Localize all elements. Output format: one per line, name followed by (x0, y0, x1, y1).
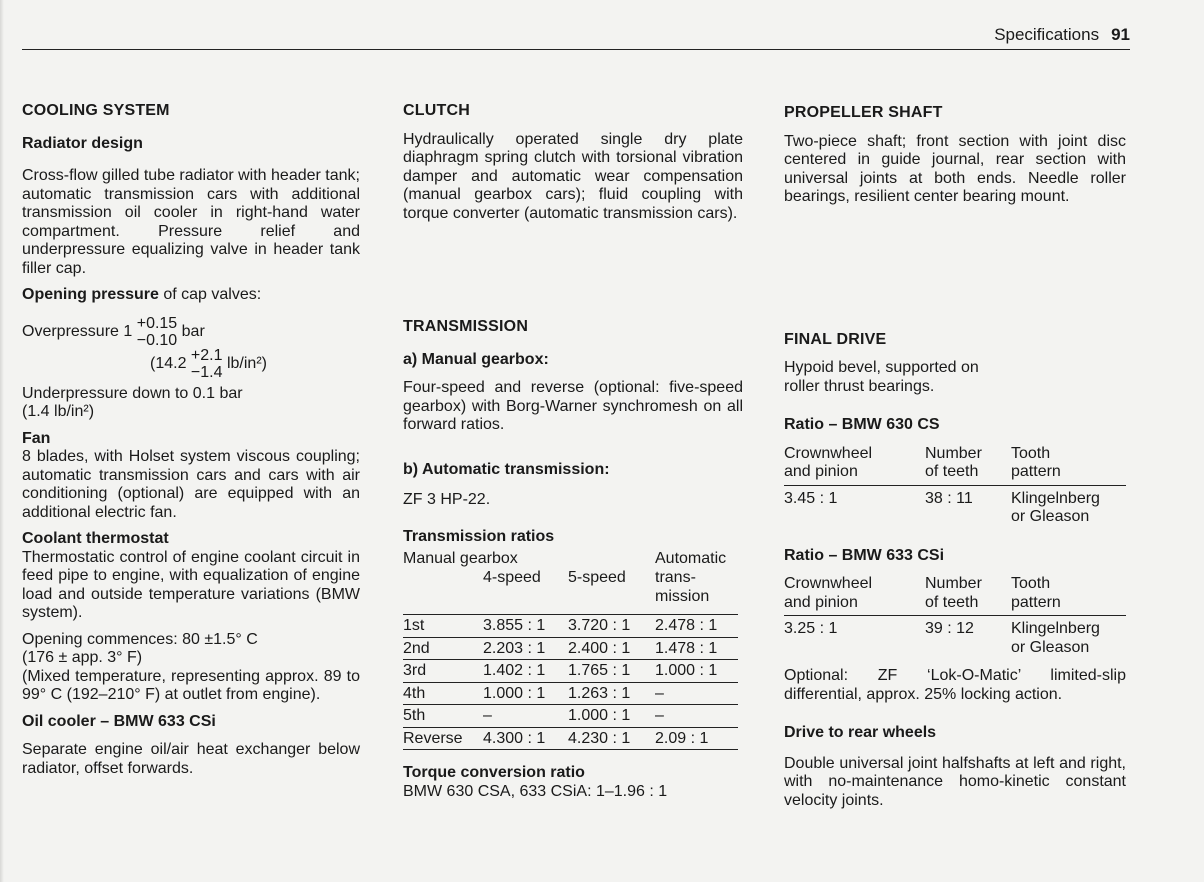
table-row (403, 727, 738, 750)
col-auto-1: Automatic (655, 550, 727, 567)
table-row (403, 637, 738, 660)
fan-text: 8 blades, with Holset system viscous coupling; automatic transmission cars and cars with air conditioning (optional) are equipped with an additional electric fan. (22, 448, 360, 521)
ratio-csi-row (784, 616, 1126, 657)
ratio-csi-header (784, 575, 1126, 616)
final-drive-text-1: Hypoid bevel, supported on (784, 359, 979, 376)
over2-unit: lb/in²) (226, 354, 267, 372)
cs-teeth: 38 : 11 (925, 489, 973, 507)
opening-commences: Opening commences: 80 ±1.5° C (22, 630, 258, 648)
tooth-h1: Tooth (1011, 444, 1051, 462)
auto-cell: 2.09 : 1 (655, 727, 738, 750)
num-h1: Number (925, 575, 982, 592)
ratio-cs-title: Ratio – BMW 630 CS (784, 416, 940, 433)
auto-cell: – (655, 682, 738, 705)
gear-cell: 1st (403, 615, 483, 638)
tooth-h1: Tooth (1011, 575, 1051, 592)
torque-title: Torque conversion ratio (403, 764, 585, 781)
cs-ratio: 3.45 : 1 (784, 489, 838, 507)
num-h2: of teeth (925, 593, 979, 611)
automatic-text: ZF 3 HP-22. (403, 491, 491, 508)
over2-tolerance (191, 347, 223, 381)
num-h1: Number (925, 444, 982, 462)
crown-h1: Crownwheel (784, 575, 873, 592)
s4-cell: 3.855 : 1 (483, 615, 568, 638)
column-propeller-final (784, 102, 1126, 810)
ratio-cs-header (784, 445, 1126, 486)
ratios-title: Transmission ratios (403, 527, 555, 545)
manual-gearbox-title: a) Manual gearbox: (403, 350, 549, 368)
gear-cell: 3rd (403, 660, 483, 683)
s4-cell: 4.300 : 1 (483, 727, 568, 750)
optional-text: Optional: ZF ‘Lok-O-Matic’ limited-slip differential, approx. 25% locking action. (784, 667, 1126, 703)
page-number: 91 (1111, 25, 1130, 44)
overpressure-imperial (150, 347, 360, 381)
propeller-text: Two-piece shaft; front section with joint disc centered in guide journal, rear section with universal joints at both ends. Needle roller bearings, resilient center bearing mount. (784, 132, 1126, 205)
s5-cell: 2.400 : 1 (568, 637, 655, 660)
col-auto-2: trans- (655, 569, 696, 586)
tooth-h2: pattern (1011, 593, 1061, 611)
opening-pressure (22, 286, 360, 305)
mixed-temperature: (Mixed temperature, representing approx. 89 to 99° C (192–210° F) at outlet from engine). (22, 667, 360, 703)
over2-minus: −1.4 (190, 363, 223, 381)
radiator-title: Radiator design (22, 134, 143, 152)
crown-header (784, 445, 925, 482)
overpressure-line (22, 315, 360, 349)
running-head (994, 25, 1130, 45)
final-drive-title: FINAL DRIVE (784, 330, 887, 348)
crown-header (784, 575, 925, 612)
crown-h2: and pinion (784, 593, 858, 611)
auto-cell: 1.478 : 1 (655, 637, 738, 660)
underpressure-text: Underpressure down to 0.1 bar (22, 384, 243, 402)
num-h2: of teeth (925, 463, 979, 480)
s5-cell: 3.720 : 1 (568, 615, 655, 638)
oil-cooler-title: Oil cooler – BMW 633 CSi (22, 712, 216, 730)
teeth-header (925, 445, 1011, 482)
col-auto-3: mission (655, 588, 710, 605)
torque-text: BMW 630 CSA, 633 CSiA: 1–1.96 : 1 (403, 782, 668, 800)
s4-cell: 1.000 : 1 (483, 682, 568, 705)
cooling-title: COOLING SYSTEM (22, 102, 170, 119)
overpressure-label: Overpressure 1 (22, 322, 133, 340)
thermostat-text: Thermostatic control of engine coolant circuit in feed pipe to engine, with equalization of engine load and outside temperature variations (BMW system). (22, 548, 360, 621)
s5-cell: 1.765 : 1 (568, 660, 655, 683)
transmission-title: TRANSMISSION (403, 318, 529, 335)
over-plus: +0.15 (136, 314, 178, 332)
column-clutch-transmission (403, 102, 743, 801)
column-cooling (22, 102, 360, 778)
col-5speed: 5-speed (568, 569, 626, 586)
s5-cell: 4.230 : 1 (568, 727, 655, 750)
cs-pattern-1: Klingelnberg (1011, 489, 1100, 507)
tooth-h2: pattern (1011, 463, 1061, 480)
s4-cell: 2.203 : 1 (483, 637, 568, 660)
overpressure-unit: bar (181, 322, 205, 340)
teeth-header (925, 575, 1011, 612)
crown-h1: Crownwheel (784, 444, 873, 462)
s5-cell: 1.000 : 1 (568, 705, 655, 728)
header-rule (22, 49, 1130, 50)
underpressure-text-2: (1.4 lb/in²) (22, 403, 95, 420)
gear-cell: 4th (403, 682, 483, 705)
s4-cell: – (483, 705, 568, 728)
s4-cell: 1.402 : 1 (483, 660, 568, 683)
crown-h2: and pinion (784, 463, 858, 480)
ratios-table (403, 614, 738, 750)
opening-pressure-rest: of cap valves: (158, 286, 262, 303)
s5-cell: 1.263 : 1 (568, 682, 655, 705)
pattern-header (1011, 575, 1126, 612)
propeller-title: PROPELLER SHAFT (784, 104, 943, 121)
gear-cell: 2nd (403, 637, 483, 660)
section-title: Specifications (994, 25, 1100, 44)
csi-ratio: 3.25 : 1 (784, 620, 838, 637)
manual-gearbox-text: Four-speed and reverse (optional: five-speed gearbox) with Borg-Warner synchromesh on all forward ratios. (403, 379, 743, 433)
table-row (403, 705, 738, 728)
final-drive-text-2: roller thrust bearings. (784, 377, 935, 395)
over-minus: −0.10 (136, 331, 178, 349)
cs-pattern (1011, 490, 1126, 527)
table-row (403, 615, 738, 638)
col-4speed: 4-speed (483, 569, 541, 586)
automatic-title: b) Automatic transmission: (403, 460, 610, 478)
clutch-title: CLUTCH (403, 102, 470, 119)
fan-title: Fan (22, 429, 51, 447)
auto-cell: 2.478 : 1 (655, 615, 738, 638)
gear-cell: Reverse (403, 727, 483, 750)
drive-title: Drive to rear wheels (784, 724, 937, 741)
cs-pattern-2: or Gleason (1011, 508, 1090, 525)
csi-pattern (1011, 620, 1126, 657)
csi-pattern-1: Klingelnberg (1011, 620, 1100, 637)
auto-cell: – (655, 705, 738, 728)
opening-commences-f: (176 ± app. 3° F) (22, 649, 143, 666)
oil-cooler-text: Separate engine oil/air heat exchanger below radiator, offset forwards. (22, 741, 360, 777)
ratio-csi-title: Ratio – BMW 633 CSi (784, 546, 945, 564)
ratios-table-header (403, 550, 743, 608)
over2-plus: +2.1 (190, 346, 223, 364)
gear-cell: 5th (403, 705, 483, 728)
table-row (403, 682, 738, 705)
clutch-text: Hydraulically operated single dry plate diaphragm spring clutch with torsional vibration damper and automatic wear compensation (manual gearbox cars); fluid coupling with torque converter (automatic transmission cars). (403, 130, 743, 222)
opening-pressure-bold: Opening pressure (22, 286, 159, 303)
drive-text: Double universal joint halfshafts at left and right, with no-maintenance homo-kinetic constant velocity joints. (784, 754, 1126, 809)
thermostat-title: Coolant thermostat (22, 530, 169, 547)
ratio-cs-row (784, 486, 1126, 527)
overpressure-tolerance (137, 315, 177, 349)
csi-teeth: 39 : 12 (925, 620, 974, 637)
radiator-text: Cross-flow gilled tube radiator with header tank; automatic transmission cars with additional transmission oil cooler in right-hand water compartment. Pressure relief and underpressure equalizing valve in header tank filler cap. (22, 167, 360, 277)
table-row (403, 660, 738, 683)
csi-pattern-2: or Gleason (1011, 638, 1090, 656)
over2-open: (14.2 (150, 354, 187, 372)
col-manual: Manual gearbox (403, 550, 518, 567)
page-edge (0, 0, 4, 882)
pattern-header (1011, 445, 1126, 482)
auto-cell: 1.000 : 1 (655, 660, 738, 683)
